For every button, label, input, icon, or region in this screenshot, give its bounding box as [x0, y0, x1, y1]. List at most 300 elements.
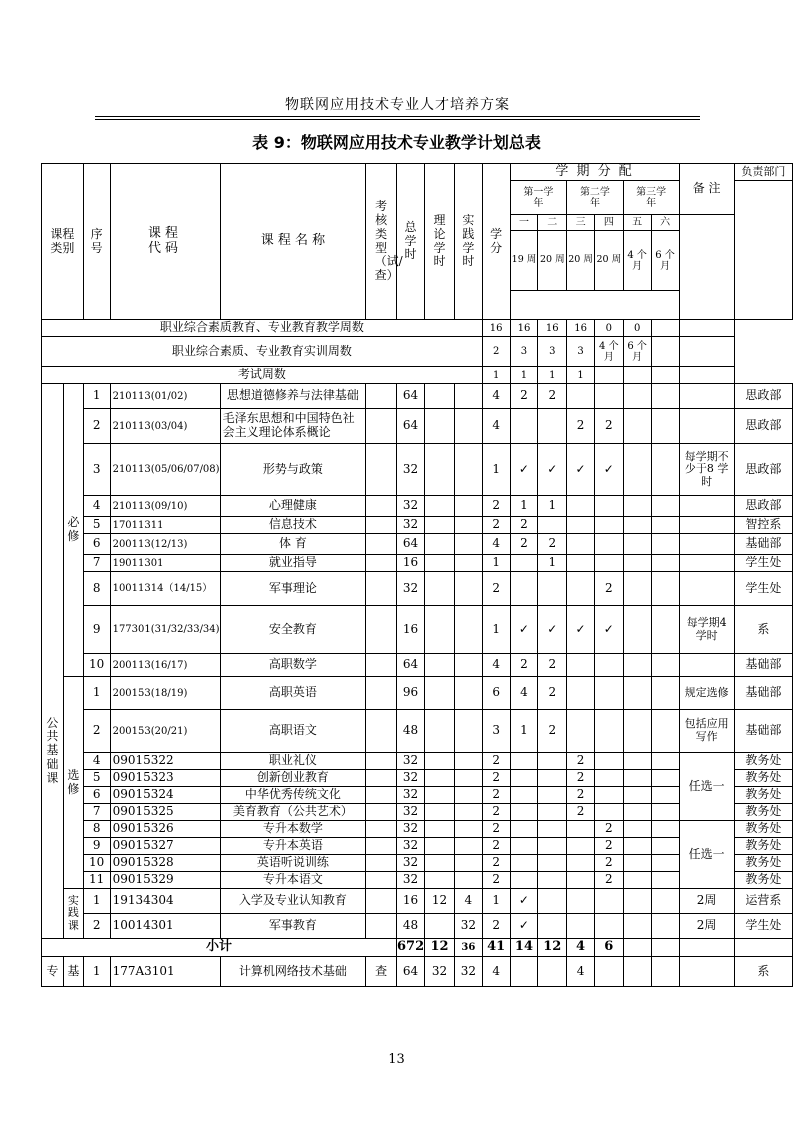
semester-s2: [538, 409, 567, 444]
semester-s6: [651, 654, 679, 677]
semester-s3: 4: [567, 957, 595, 987]
credits: 6: [482, 677, 510, 710]
credits: 2: [482, 753, 510, 770]
credits: 2: [482, 517, 510, 534]
semester-s6: [651, 677, 679, 710]
semester-s4: 2: [594, 409, 623, 444]
summary-label: 职业综合素质、专业教育实训周数: [42, 337, 483, 367]
semester-s3: 2: [567, 787, 595, 804]
semester-s4: ✓: [594, 444, 623, 496]
practice-hours: 4: [454, 889, 482, 914]
theory-hours: [425, 409, 455, 444]
semester-s5: [623, 872, 651, 889]
exam-type: [366, 914, 397, 939]
remark: 每学期4 学时: [679, 606, 734, 654]
practice-hours: [454, 753, 482, 770]
header-sem-5: 五: [623, 215, 651, 231]
table-row: [42, 606, 793, 654]
summary-row: [42, 367, 793, 384]
semester-s2: [538, 517, 567, 534]
course-seq: 7: [83, 555, 110, 572]
semester-s1: ✓: [510, 889, 538, 914]
remark: 每学期不少于8 学时: [679, 444, 734, 496]
summary-label: 考试周数: [42, 367, 483, 384]
credits: 3: [482, 710, 510, 753]
summary-value: 3: [510, 337, 538, 367]
summary-value: [594, 367, 623, 384]
total-hours: 64: [397, 957, 425, 987]
theory-hours: [425, 914, 455, 939]
exam-type: [366, 444, 397, 496]
semester-s4: [594, 787, 623, 804]
exam-type: [366, 572, 397, 606]
course-name: 中华优秀传统文化: [220, 787, 366, 804]
practice-hours: [454, 606, 482, 654]
semester-s5: [623, 572, 651, 606]
semester-s3: [567, 384, 595, 409]
header-course-name: 课 程 名 称: [220, 164, 366, 320]
table-row: [42, 496, 793, 517]
remark: 2周: [679, 914, 734, 939]
dept: 学生处: [734, 914, 792, 939]
total-hours: 32: [397, 804, 425, 821]
course-seq: 2: [83, 914, 110, 939]
course-seq: 8: [83, 821, 110, 838]
table-row: [42, 409, 793, 444]
summary-remark: [651, 367, 679, 384]
subtotal-credits: 41: [482, 939, 510, 957]
group-public-basic: 公共基础课: [42, 384, 64, 939]
credits: 2: [482, 770, 510, 787]
total-hours: 16: [397, 889, 425, 914]
course-code: 200113(12/13): [110, 534, 220, 555]
semester-s4: [594, 496, 623, 517]
header-credits: 学分: [482, 164, 510, 320]
course-name: 英语听说训练: [220, 855, 366, 872]
subtotal-s4: 6: [594, 939, 623, 957]
total-hours: 32: [397, 753, 425, 770]
semester-s2: [538, 804, 567, 821]
dept: 系: [734, 606, 792, 654]
remark: [679, 534, 734, 555]
semester-s3: 2: [567, 409, 595, 444]
total-hours: 64: [397, 384, 425, 409]
semester-s6: [651, 770, 679, 787]
credits: 2: [482, 821, 510, 838]
dept: 教务处: [734, 821, 792, 838]
summary-value: 16: [538, 320, 567, 337]
header-weeks-6: 6 个月: [651, 231, 679, 291]
theory-hours: [425, 838, 455, 855]
theory-hours: [425, 517, 455, 534]
header-year-2: 第二学年: [567, 181, 624, 215]
course-name: 高职英语: [220, 677, 366, 710]
semester-s2: 1: [538, 496, 567, 517]
dept: 基础部: [734, 677, 792, 710]
semester-s4: 2: [594, 855, 623, 872]
exam-type: [366, 872, 397, 889]
practice-hours: 32: [454, 914, 482, 939]
exam-type: [366, 710, 397, 753]
semester-s2: [538, 872, 567, 889]
semester-s5: [623, 384, 651, 409]
semester-s5: [623, 753, 651, 770]
remark: [679, 957, 734, 987]
practice-hours: [454, 572, 482, 606]
exam-type: [366, 606, 397, 654]
total-hours: 48: [397, 914, 425, 939]
semester-s1: [510, 855, 538, 872]
semester-s5: [623, 555, 651, 572]
summary-value: 1: [567, 367, 595, 384]
semester-s5: [623, 804, 651, 821]
course-name: 思想道德修养与法律基础: [220, 384, 366, 409]
semester-s3: [567, 872, 595, 889]
semester-s1: 2: [510, 654, 538, 677]
dept: 思政部: [734, 409, 792, 444]
theory-hours: [425, 534, 455, 555]
course-code: 210113(09/10): [110, 496, 220, 517]
course-seq: 5: [83, 517, 110, 534]
remark: [679, 517, 734, 534]
semester-empty: [594, 914, 623, 939]
semester-empty: [623, 889, 651, 914]
credits: 4: [482, 957, 510, 987]
practice-hours: [454, 654, 482, 677]
course-seq: 1: [83, 677, 110, 710]
theory-hours: [425, 606, 455, 654]
table-row: [42, 753, 793, 770]
course-name: 入学及专业认知教育: [220, 889, 366, 914]
theory-hours: [425, 555, 455, 572]
semester-empty: [594, 889, 623, 914]
summary-label: 职业综合素质教育、专业教育教学周数: [42, 320, 483, 337]
summary-value: 16: [482, 320, 510, 337]
semester-s5: [623, 710, 651, 753]
summary-value: 4 个月: [594, 337, 623, 367]
semester-empty: [567, 914, 595, 939]
semester-s4: [594, 957, 623, 987]
semester-s6: [651, 534, 679, 555]
credits: 2: [482, 838, 510, 855]
theory-hours: [425, 787, 455, 804]
summary-value: 0: [594, 320, 623, 337]
semester-s3: [567, 838, 595, 855]
semester-s1: 2: [510, 384, 538, 409]
total-hours: 16: [397, 555, 425, 572]
credits: 4: [482, 534, 510, 555]
summary-dept: [679, 320, 734, 337]
summary-value: 1: [510, 367, 538, 384]
header-rule: [95, 116, 700, 117]
course-seq: 10: [83, 654, 110, 677]
header-rule-thin: [95, 119, 700, 120]
summary-value: 3: [567, 337, 595, 367]
semester-s1: [510, 821, 538, 838]
course-code: 09015327: [110, 838, 220, 855]
subtotal-s2: 12: [538, 939, 567, 957]
semester-s1: [510, 787, 538, 804]
theory-hours: [425, 872, 455, 889]
course-name: 军事理论: [220, 572, 366, 606]
summary-value: 3: [538, 337, 567, 367]
course-seq: 2: [83, 710, 110, 753]
theory-hours: [425, 677, 455, 710]
semester-s2: 2: [538, 534, 567, 555]
semester-s4: [594, 710, 623, 753]
semester-s2: 2: [538, 710, 567, 753]
practice-hours: [454, 534, 482, 555]
header-category: 课程类别: [42, 164, 84, 320]
total-hours: 32: [397, 855, 425, 872]
dept: 思政部: [734, 444, 792, 496]
dept: 基础部: [734, 710, 792, 753]
remark: [679, 555, 734, 572]
theory-hours: [425, 710, 455, 753]
semester-empty: [623, 914, 651, 939]
summary-row: [42, 337, 793, 367]
semester-s2: [538, 770, 567, 787]
semester-s4: [594, 534, 623, 555]
practice-hours: [454, 838, 482, 855]
header-sem-4: 四: [594, 215, 623, 231]
practice-hours: [454, 787, 482, 804]
exam-type: [366, 555, 397, 572]
course-name: 职业礼仪: [220, 753, 366, 770]
exam-type: [366, 770, 397, 787]
dept: 教务处: [734, 872, 792, 889]
semester-s1: 4: [510, 677, 538, 710]
subtotal-empty: [623, 939, 651, 957]
summary-value: 2: [482, 337, 510, 367]
total-hours: 96: [397, 677, 425, 710]
semester-s2: 2: [538, 384, 567, 409]
total-hours: 32: [397, 872, 425, 889]
credits: 2: [482, 496, 510, 517]
semester-s6: [651, 855, 679, 872]
teaching-plan-table: [41, 163, 793, 987]
theory-hours: [425, 770, 455, 787]
exam-type: [366, 804, 397, 821]
dept: 教务处: [734, 770, 792, 787]
header-year-1: 第一学年: [510, 181, 567, 215]
total-hours: 64: [397, 534, 425, 555]
header-exam-type: 考核类型（试/查）: [366, 164, 397, 320]
exam-type: [366, 384, 397, 409]
credits: 4: [482, 654, 510, 677]
semester-s1: [510, 872, 538, 889]
semester-s4: [594, 753, 623, 770]
course-seq: 11: [83, 872, 110, 889]
header-remark-empty: [679, 215, 734, 320]
course-name: 信息技术: [220, 517, 366, 534]
course-name: 安全教育: [220, 606, 366, 654]
semester-s2: [538, 821, 567, 838]
course-code: 177301(31/32/33/34): [110, 606, 220, 654]
semester-s3: [567, 821, 595, 838]
header-theory-hours: 理论学时: [425, 164, 455, 320]
semester-s3: 2: [567, 770, 595, 787]
course-seq: 4: [83, 496, 110, 517]
subtotal-empty: [651, 939, 679, 957]
semester-s1: [510, 555, 538, 572]
header-remark: 备 注: [679, 164, 734, 215]
group-practice: 实践课: [63, 889, 83, 939]
table-row: [42, 444, 793, 496]
summary-value: [623, 367, 651, 384]
remark: 包括应用写作: [679, 710, 734, 753]
course-seq: 1: [83, 957, 110, 987]
header-total-hours: 总学时: [397, 164, 425, 320]
practice-hours: [454, 677, 482, 710]
semester-empty: [651, 914, 679, 939]
semester-s5: [623, 855, 651, 872]
exam-type: [366, 889, 397, 914]
credits: 1: [482, 555, 510, 572]
theory-hours: [425, 804, 455, 821]
remark: 规定选修: [679, 677, 734, 710]
dept: 教务处: [734, 753, 792, 770]
header-weeks-3: 20 周: [567, 231, 595, 291]
table-row: [42, 384, 793, 409]
dept: 教务处: [734, 855, 792, 872]
dept: 学生处: [734, 572, 792, 606]
semester-empty: [538, 914, 567, 939]
semester-s1: 1: [510, 710, 538, 753]
header-weeks-5: 4 个月: [623, 231, 651, 291]
table-row: [42, 555, 793, 572]
remark-group: 任选一: [679, 821, 734, 889]
course-seq: 5: [83, 770, 110, 787]
course-name: 高职数学: [220, 654, 366, 677]
theory-hours: [425, 855, 455, 872]
remark: [679, 572, 734, 606]
semester-s3: [567, 496, 595, 517]
table-row: [42, 517, 793, 534]
course-seq: 10: [83, 855, 110, 872]
semester-empty: [651, 889, 679, 914]
summary-value: 0: [623, 320, 651, 337]
course-seq: 8: [83, 572, 110, 606]
course-name: 高职语文: [220, 710, 366, 753]
dept: 基础部: [734, 654, 792, 677]
table-row: [42, 534, 793, 555]
semester-s1: 2: [510, 517, 538, 534]
semester-s6: [651, 710, 679, 753]
total-hours: 32: [397, 444, 425, 496]
semester-s1: [510, 957, 538, 987]
practice-hours: [454, 555, 482, 572]
semester-s5: [623, 677, 651, 710]
practice-hours: 32: [454, 957, 482, 987]
semester-s6: [651, 957, 679, 987]
exam-type: [366, 654, 397, 677]
exam-type: [366, 821, 397, 838]
theory-hours: 32: [425, 957, 455, 987]
semester-s5: [623, 787, 651, 804]
course-code: 200113(16/17): [110, 654, 220, 677]
total-hours: 64: [397, 409, 425, 444]
course-name: 专升本数学: [220, 821, 366, 838]
semester-s6: [651, 555, 679, 572]
header-sem-2: 二: [538, 215, 567, 231]
practice-hours: [454, 517, 482, 534]
total-hours: 32: [397, 517, 425, 534]
theory-hours: [425, 496, 455, 517]
dept: 学生处: [734, 555, 792, 572]
course-name: 专升本英语: [220, 838, 366, 855]
table-row: [42, 677, 793, 710]
remark: [679, 496, 734, 517]
semester-s4: 2: [594, 838, 623, 855]
course-name: 就业指导: [220, 555, 366, 572]
dept: 系: [734, 957, 792, 987]
semester-s2: 1: [538, 555, 567, 572]
dept: 智控系: [734, 517, 792, 534]
course-code: 10011314（14/15）: [110, 572, 220, 606]
course-code: 210113(01/02): [110, 384, 220, 409]
semester-s6: [651, 496, 679, 517]
course-code: 210113(05/06/07/08): [110, 444, 220, 496]
header-year-3: 第三学年: [623, 181, 679, 215]
summary-value: 1: [482, 367, 510, 384]
semester-s5: [623, 654, 651, 677]
semester-s2: 2: [538, 677, 567, 710]
header-sem-6: 六: [651, 215, 679, 231]
semester-s3: [567, 710, 595, 753]
header-weeks-1: 19 周: [510, 231, 538, 291]
semester-s3: [567, 572, 595, 606]
remark-group: 任选一: [679, 753, 734, 821]
exam-type: [366, 787, 397, 804]
remark: 2周: [679, 889, 734, 914]
semester-s6: [651, 606, 679, 654]
course-seq: 4: [83, 753, 110, 770]
course-code: 177A3101: [110, 957, 220, 987]
semester-empty: [538, 889, 567, 914]
remark: [679, 384, 734, 409]
dept: 思政部: [734, 384, 792, 409]
dept: 运营系: [734, 889, 792, 914]
theory-hours: [425, 384, 455, 409]
credits: 4: [482, 384, 510, 409]
exam-type: [366, 534, 397, 555]
credits: 4: [482, 409, 510, 444]
theory-hours: [425, 753, 455, 770]
semester-s5: [623, 821, 651, 838]
course-code: 19134304: [110, 889, 220, 914]
semester-s2: [538, 753, 567, 770]
course-name: 形势与政策: [220, 444, 366, 496]
semester-s1: [510, 804, 538, 821]
semester-s3: [567, 534, 595, 555]
table-row: [42, 572, 793, 606]
course-name: 体 育: [220, 534, 366, 555]
credits: 1: [482, 606, 510, 654]
practice-hours: [454, 710, 482, 753]
semester-s6: [651, 409, 679, 444]
total-hours: 32: [397, 770, 425, 787]
total-hours: 32: [397, 572, 425, 606]
summary-value: 6 个月: [623, 337, 651, 367]
course-code: 19011301: [110, 555, 220, 572]
header-sem-3: 三: [567, 215, 595, 231]
subtotal-label: 小计: [42, 939, 397, 957]
theory-hours: [425, 821, 455, 838]
course-name: 专升本语文: [220, 872, 366, 889]
theory-hours: [425, 572, 455, 606]
semester-s3: 2: [567, 753, 595, 770]
